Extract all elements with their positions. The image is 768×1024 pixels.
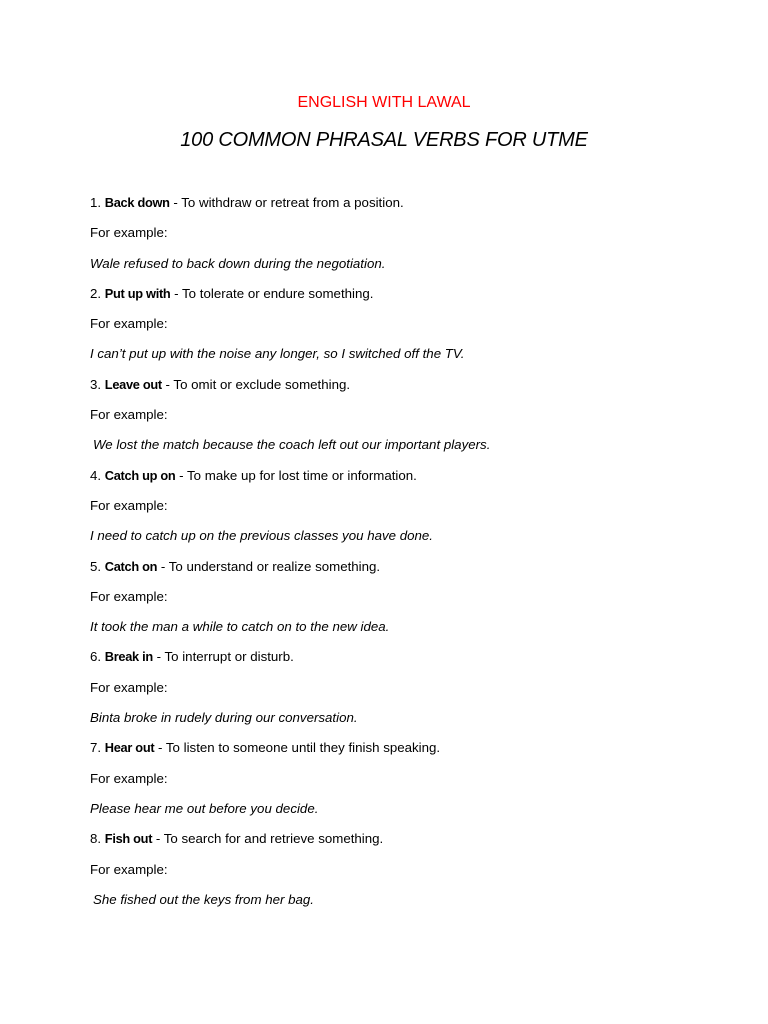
entry-definition: - To withdraw or retreat from a position. (173, 195, 404, 210)
example-sentence: It took the man a while to catch on to the new idea. (90, 619, 390, 635)
entry-number: 3. (90, 376, 102, 392)
example-sentence: I can’t put up with the noise any longer, so I switched off the TV. (90, 346, 465, 362)
entry-definition: - To listen to someone until they finish speaking. (158, 740, 441, 756)
entry-definition-line (90, 467, 710, 497)
example-label: For example: (90, 861, 168, 877)
example-sentence: We lost the match because the coach left out our important players. (93, 437, 491, 453)
example-label: For example: (90, 770, 168, 786)
list-item (90, 739, 710, 830)
list-item (90, 648, 710, 739)
entry-number: 5. (90, 558, 102, 574)
entry-definition-line (90, 739, 710, 769)
example-label: For example: (90, 497, 168, 513)
entry-definition-line (90, 558, 710, 588)
example-label: For example: (90, 679, 168, 695)
entry-definition: - To understand or realize something. (160, 558, 381, 574)
list-item (90, 376, 710, 467)
entry-definition-line (90, 830, 710, 860)
entry-number: 7. (90, 740, 102, 756)
phrasal-verb-term: Fish out (104, 831, 153, 847)
phrasal-verb-term: Break in (104, 649, 153, 665)
example-sentence: Wale refused to back down during the negotiation. (90, 255, 386, 271)
example-sentence: I need to catch up on the previous classes you have done. (90, 528, 433, 544)
document-title: 100 COMMON PHRASAL VERBS FOR UTME (180, 129, 588, 151)
list-item (90, 558, 710, 649)
entry-definition-line (90, 648, 710, 678)
phrasal-verb-term: Catch on (104, 558, 158, 574)
entry-number: 4. (90, 467, 102, 483)
phrasal-verb-term: Back down (104, 195, 170, 210)
entry-definition: - To interrupt or disturb. (156, 649, 294, 665)
example-label: For example: (90, 588, 168, 604)
phrasal-verb-term: Put up with (104, 285, 171, 301)
entry-definition: - To make up for lost time or information. (179, 467, 417, 483)
entry-definition-line (90, 194, 710, 224)
list-item (90, 467, 710, 558)
list-item (90, 830, 710, 921)
example-label: For example: (90, 407, 168, 423)
phrasal-verb-list (90, 194, 710, 921)
example-sentence: She fished out the keys from her bag. (93, 891, 315, 907)
list-item (90, 194, 710, 285)
phrasal-verb-term: Leave out (104, 376, 162, 392)
list-item (90, 285, 710, 376)
entry-definition: - To omit or exclude something. (165, 376, 351, 392)
entry-definition-line (90, 376, 710, 406)
example-label: For example: (90, 316, 168, 332)
example-sentence: Binta broke in rudely during our conversation. (90, 710, 358, 726)
entry-definition: - To tolerate or endure something. (174, 285, 374, 301)
entry-definition: - To search for and retrieve something. (155, 831, 384, 847)
entry-number: 2. (90, 285, 102, 301)
entry-definition-line (90, 285, 710, 315)
example-sentence: Please hear me out before you decide. (90, 800, 319, 816)
brand-heading: ENGLISH WITH LAWAL (297, 94, 471, 111)
entry-number: 1. (90, 195, 102, 210)
entry-number: 8. (90, 831, 102, 847)
entry-number: 6. (90, 649, 102, 665)
phrasal-verb-term: Catch up on (104, 467, 176, 483)
phrasal-verb-term: Hear out (104, 740, 155, 756)
example-label: For example: (90, 225, 168, 241)
